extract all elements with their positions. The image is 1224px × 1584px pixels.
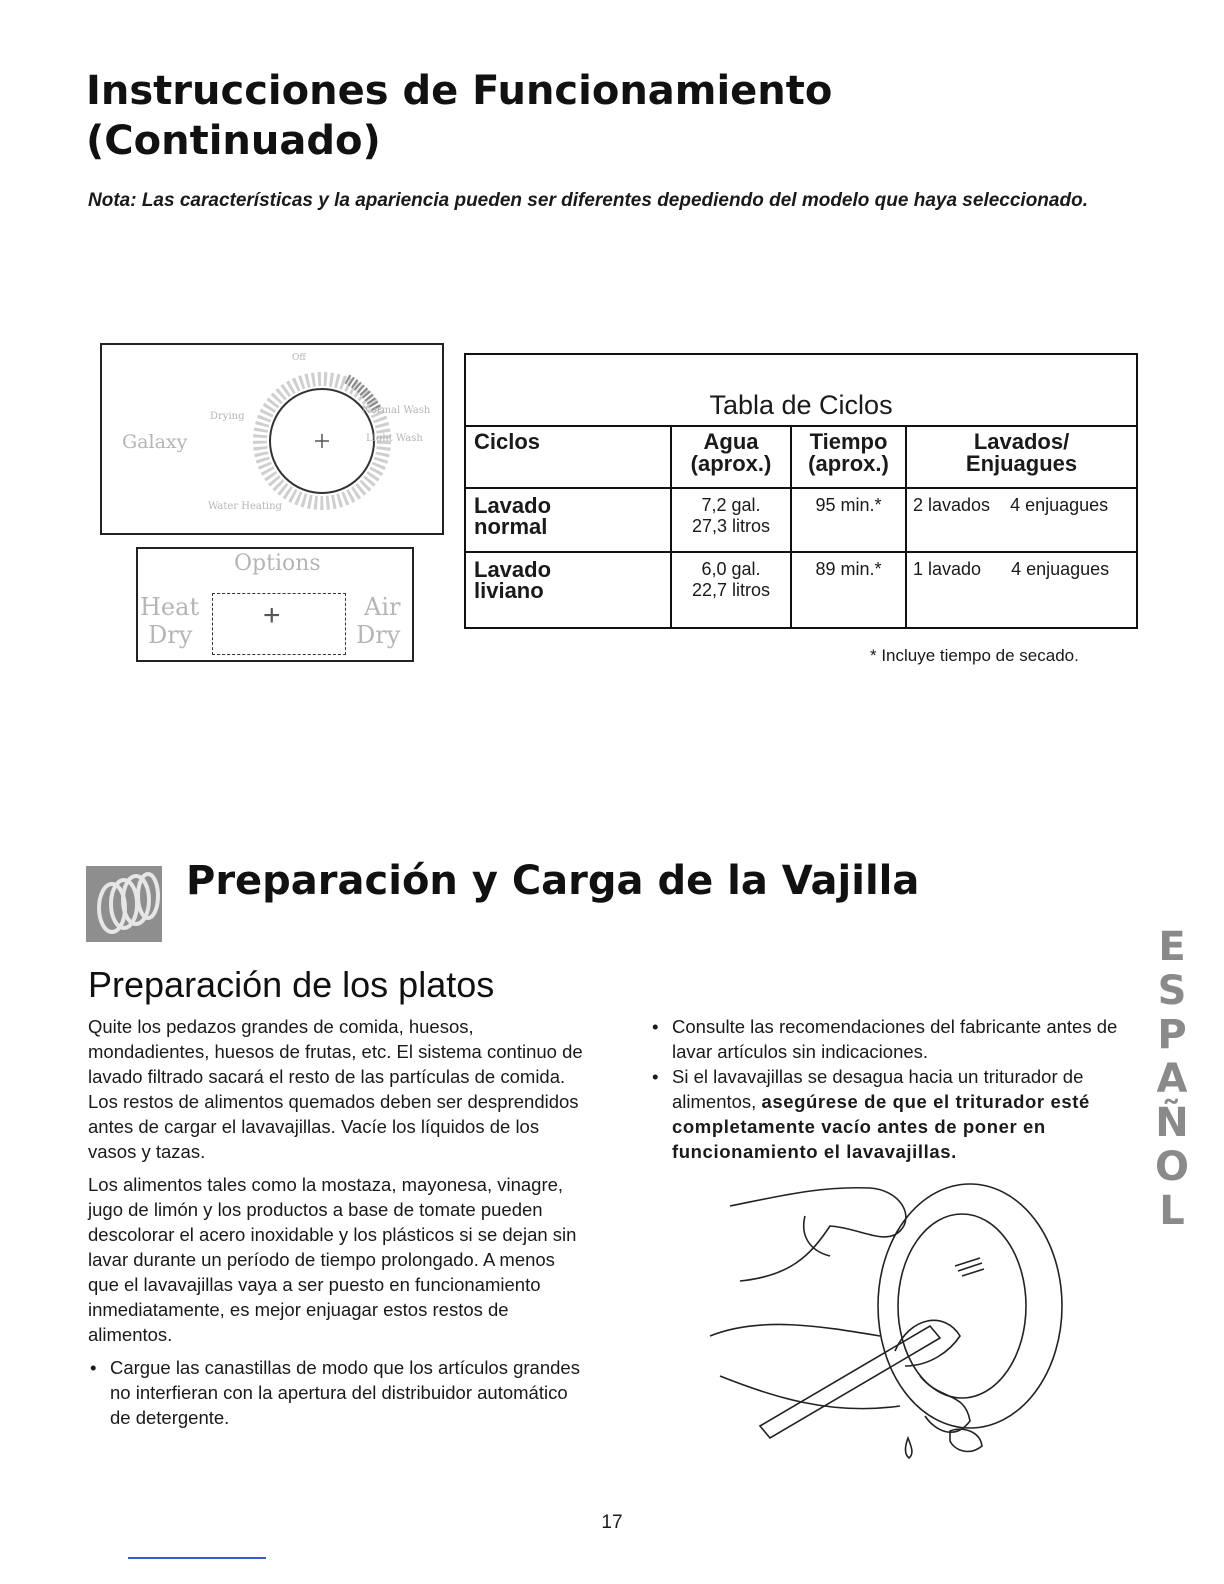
cycle-time: 89 min.* — [791, 552, 906, 628]
dial-water-heating-label: Water Heating — [208, 501, 282, 512]
dial-panel-illustration — [100, 343, 444, 535]
bullet-disposer: • Si el lavavajillas se desagua hacia un triturador de alimentos, asegúrese de que el triturador esté completamente vacío antes de poner en funcionamiento el lavavajillas. — [650, 1064, 1130, 1164]
water-amount: 6,0 gal. 22,7 litros — [671, 552, 791, 628]
header-agua: Agua (aprox.) — [671, 426, 791, 488]
dial-light-wash-label: Light Wash — [366, 433, 423, 444]
page-number: 17 — [601, 1512, 623, 1533]
table-row — [465, 488, 1137, 552]
language-side-tab: E S P A Ñ O L — [1154, 924, 1189, 1234]
plus-icon: + — [263, 599, 281, 632]
table-row — [465, 552, 1137, 628]
page-title-line-1: Instrucciones de Funcionamiento — [86, 68, 833, 114]
washes-rinses: 1 lavado 4 enjuagues — [906, 552, 1137, 628]
paragraph-staining: Los alimentos tales como la mostaza, mayonesa, vinagre, jugo de limón y los productos a base de tomate pueden descolorar el acero inoxidable y los plásticos si se dejan sin lavar durante un período de tiempo prolongado. A menos que el lavavajillas vaya a ser puesto en funcionamiento inmediatamente, es mejor enjuagar estos restos de alimentos. — [88, 1174, 577, 1345]
bullet-manufacturer: • Consulte las recomendaciones del fabricante antes de lavar artículos sin indicaciones. — [650, 1014, 1130, 1064]
plate-scraping-illustration — [700, 1176, 1080, 1466]
cycle-name: Lavado normal — [465, 488, 671, 552]
air-dry-label-1: Air — [364, 593, 401, 621]
cycle-table — [464, 353, 1138, 629]
washes-rinses: 2 lavados 4 enjuagues — [906, 488, 1137, 552]
page-title — [86, 66, 986, 166]
cycle-name: Lavado liviano — [465, 552, 671, 628]
air-dry-label-2: Dry — [356, 621, 401, 649]
page-title-line-2: (Continuado) — [86, 118, 381, 164]
dial-off-label: Off — [292, 353, 306, 363]
header-lavados: Lavados/ Enjuagues — [906, 426, 1137, 488]
left-text-column — [88, 1014, 588, 1438]
heat-dry-label-1: Heat — [140, 593, 200, 621]
model-note: Nota: Las características y la apariencia pueden ser diferentes depediendo del modelo que haya seleccionado. — [88, 190, 1088, 211]
dial-drying-label: Drying — [210, 411, 245, 422]
header-ciclos: Ciclos — [465, 426, 671, 488]
water-amount: 7,2 gal. 27,3 litros — [671, 488, 791, 552]
header-tiempo: Tiempo (aprox.) — [791, 426, 906, 488]
section-title: Preparación y Carga de la Vajilla — [186, 858, 920, 904]
options-title: Options — [234, 551, 321, 576]
options-panel-illustration — [136, 547, 414, 662]
right-text-column — [650, 1014, 1130, 1164]
bullet-load-racks: • Cargue las canastillas de modo que los artículos grandes no interfieran con la apertura del distribuidor automático de detergente. — [88, 1355, 588, 1430]
subsection-title: Preparación de los platos — [88, 964, 495, 1005]
bottom-rule-divider — [128, 1557, 266, 1559]
brand-label: Galaxy — [122, 431, 188, 453]
dial-normal-wash-label: Normal Wash — [362, 405, 431, 416]
paragraph-food-removal: Quite los pedazos grandes de comida, huesos, mondadientes, huesos de frutas, etc. El sistema continuo de lavado filtrado sacará el resto de las partículas de comida. Los restos de alimentos quemados deben ser desprendidos antes de cargar el lavavajillas. Vacíe los líquidos de los vasos y tazas. — [88, 1016, 583, 1162]
cycle-table-caption: Tabla de Ciclos — [465, 354, 1137, 426]
cycle-time: 95 min.* — [791, 488, 906, 552]
table-footnote: * Incluye tiempo de secado. — [870, 646, 1079, 665]
heat-dry-label-2: Dry — [148, 621, 193, 649]
dish-rack-icon — [86, 866, 170, 946]
